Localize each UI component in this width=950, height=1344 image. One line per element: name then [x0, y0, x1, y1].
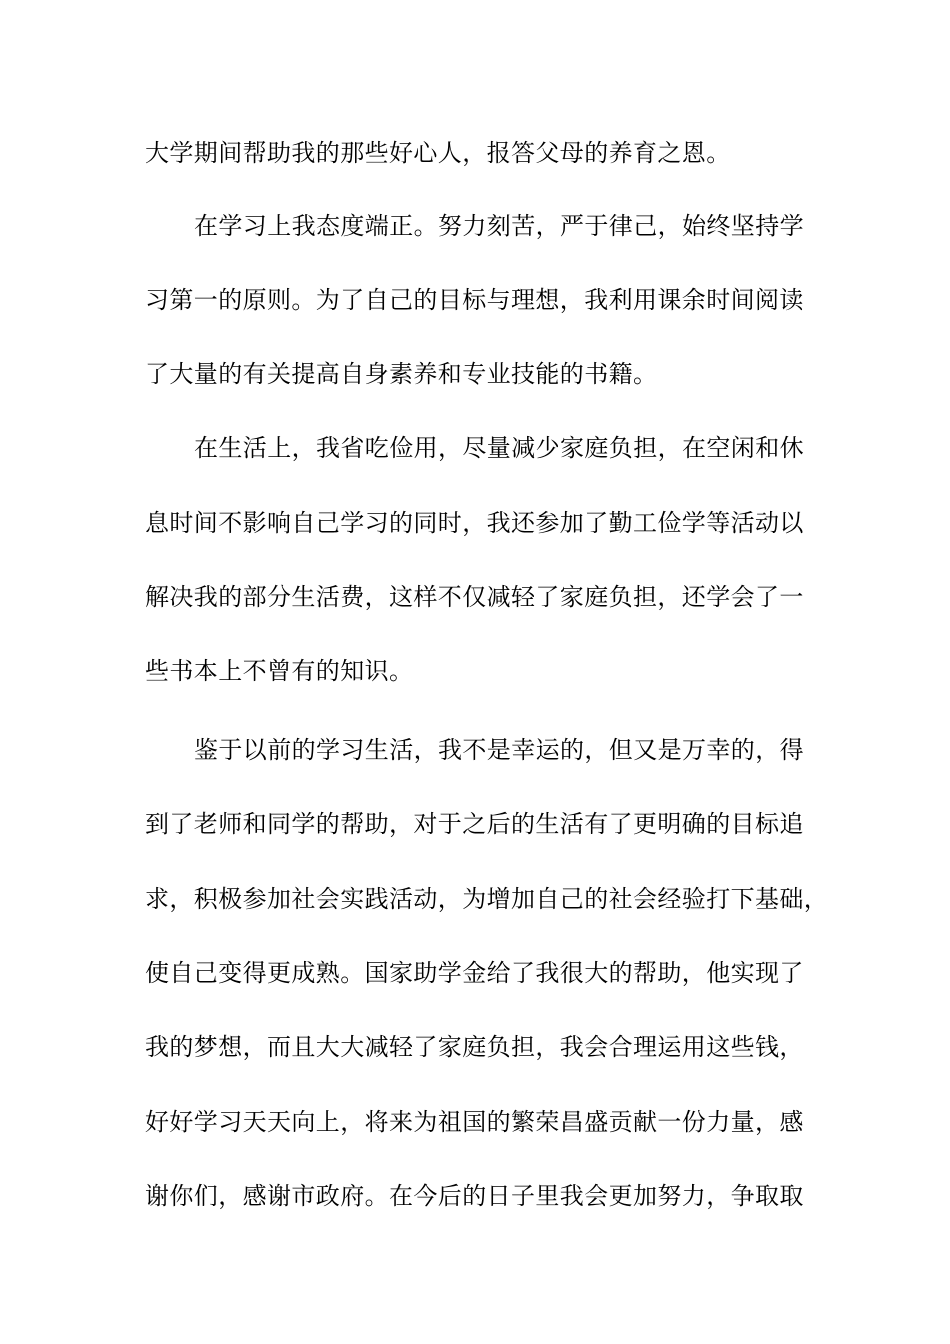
text-line: 使自己变得更成熟。国家助学金给了我很大的帮助，他实现了 [145, 959, 804, 987]
text-line: 了大量的有关提高自身素养和专业技能的书籍。 [145, 360, 658, 388]
paragraph-start-line: 在学习上我态度端正。努力刻苦，严于律己，始终坚持学 [194, 212, 804, 240]
text-line: 谢你们，感谢市政府。在今后的日子里我会更加努力，争取取 [145, 1182, 804, 1210]
text-line: 息时间不影响自己学习的同时，我还参加了勤工俭学等活动以 [145, 509, 804, 537]
text-line: 好好学习天天向上，将来为祖国的繁荣昌盛贡献一份力量，感 [145, 1108, 804, 1136]
paragraph-start-line: 在生活上，我省吃俭用，尽量减少家庭负担，在空闲和休 [194, 434, 804, 462]
text-line: 大学期间帮助我的那些好心人，报答父母的养育之恩。 [145, 139, 731, 167]
text-line: 我的梦想，而且大大减轻了家庭负担，我会合理运用这些钱， [145, 1033, 804, 1061]
text-line: 到了老师和同学的帮助，对于之后的生活有了更明确的目标追 [145, 810, 804, 838]
text-line: 习第一的原则。为了自己的目标与理想，我利用课余时间阅读 [145, 286, 804, 314]
paragraph-start-line: 鉴于以前的学习生活，我不是幸运的，但又是万幸的，得 [194, 736, 804, 764]
text-line: 些书本上不曾有的知识。 [145, 657, 414, 685]
text-line: 解决我的部分生活费，这样不仅减轻了家庭负担，还学会了一 [145, 583, 804, 611]
text-line: 求，积极参加社会实践活动，为增加自己的社会经验打下基础， [145, 885, 829, 913]
